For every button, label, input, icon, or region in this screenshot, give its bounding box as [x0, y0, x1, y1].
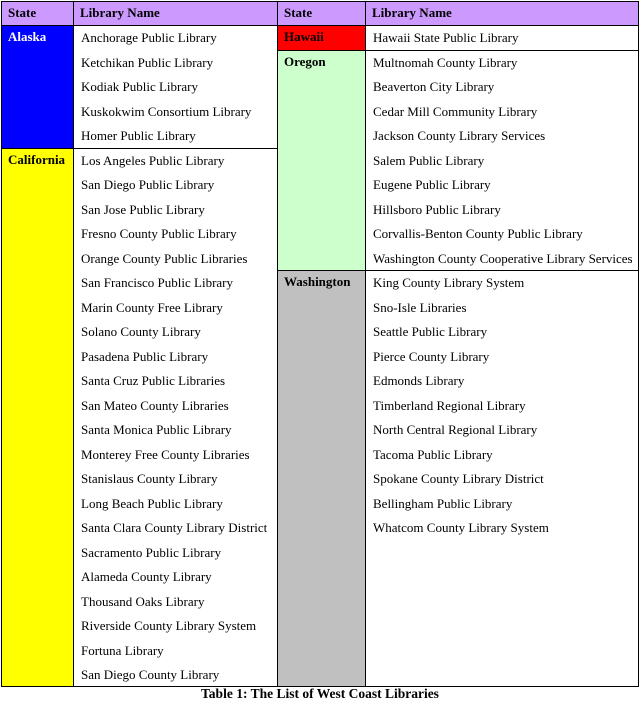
- library-item: Tacoma Public Library: [373, 446, 493, 462]
- library-item: Whatcom County Library System: [373, 520, 549, 535]
- library-item: Hawaii State Public Library: [373, 30, 519, 45]
- library-item: Corvallis-Benton County Public Library: [373, 226, 583, 241]
- state-cell-washington: Washington: [278, 271, 366, 687]
- state-cell-oregon: Oregon: [278, 51, 366, 272]
- library-name-column-header-right: Library Name: [366, 2, 639, 26]
- library-item: Edmonds Library: [373, 373, 465, 388]
- library-item: Timberland Regional Library: [373, 397, 526, 413]
- library-item: Thousand Oaks Library: [81, 593, 205, 609]
- library-item: San Jose Public Library: [81, 201, 205, 217]
- state-cell-alaska: Alaska: [2, 26, 74, 149]
- library-item: Spokane County Library District: [373, 471, 544, 486]
- library-item: Bellingham Public Library: [373, 495, 513, 511]
- library-item: Cedar Mill Community Library: [373, 103, 538, 119]
- library-item: Seattle Public Library: [373, 324, 488, 339]
- library-item: Santa Monica Public Library: [81, 422, 232, 437]
- library-item: Pasadena Public Library: [81, 348, 209, 364]
- library-item: Long Beach Public Library: [81, 495, 223, 511]
- library-list-alaska: [74, 26, 278, 149]
- libraries-table: [1, 1, 639, 687]
- library-item: Orange County Public Libraries: [81, 250, 248, 266]
- library-list-california: [74, 149, 278, 688]
- library-item: Eugene Public Library: [373, 177, 491, 192]
- library-item: Ketchikan Public Library: [81, 54, 214, 70]
- library-list-hawaii: [366, 26, 639, 51]
- state-cell-hawaii: Hawaii: [278, 26, 366, 51]
- library-item: Marin County Free Library: [81, 299, 223, 315]
- library-item: Fresno County Public Library: [81, 226, 237, 241]
- library-item: Kuskokwim Consortium Library: [81, 103, 252, 119]
- library-item: San Mateo County Libraries: [81, 397, 229, 413]
- library-item: Fortuna Library: [81, 642, 164, 658]
- state-column-header: State: [2, 2, 74, 26]
- library-list-oregon: [366, 51, 639, 272]
- library-item: North Central Regional Library: [373, 422, 538, 437]
- library-item: Santa Cruz Public Libraries: [81, 373, 226, 388]
- library-item: Multnomah County Library: [373, 54, 518, 70]
- library-item: Alameda County Library: [81, 569, 212, 584]
- library-item: King County Library System: [373, 275, 525, 290]
- table-caption: Table 1: The List of West Coast Libraries: [201, 686, 439, 701]
- library-item: Anchorage Public Library: [81, 30, 217, 45]
- library-item: Riverside County Library System: [81, 618, 257, 633]
- library-item: Hillsboro Public Library: [373, 201, 501, 217]
- library-item: Solano County Library: [81, 324, 201, 339]
- library-item: Monterey Free County Libraries: [81, 446, 250, 462]
- library-item: Washington County Cooperative Library Services: [373, 250, 633, 266]
- library-item: Sacramento Public Library: [81, 544, 222, 560]
- state-cell-california: California: [2, 149, 74, 688]
- state-column-header-right: State: [278, 2, 366, 26]
- library-item: Santa Clara County Library District: [81, 520, 268, 535]
- library-item: Stanislaus County Library: [81, 471, 218, 486]
- library-item: Kodiak Public Library: [81, 79, 198, 94]
- library-item: Sno-Isle Libraries: [373, 299, 467, 315]
- library-item: Los Angeles Public Library: [81, 152, 225, 168]
- library-item: Beaverton City Library: [373, 79, 495, 94]
- library-item: Salem Public Library: [373, 152, 485, 168]
- library-item: San Francisco Public Library: [81, 275, 233, 290]
- library-list-washington: [366, 271, 639, 687]
- library-name-column-header: Library Name: [74, 2, 278, 26]
- library-item: Jackson County Library Services: [373, 128, 546, 143]
- library-item: Pierce County Library: [373, 348, 490, 364]
- library-item: San Diego County Library: [81, 667, 220, 682]
- library-item: San Diego Public Library: [81, 177, 215, 192]
- library-item: Homer Public Library: [81, 128, 196, 143]
